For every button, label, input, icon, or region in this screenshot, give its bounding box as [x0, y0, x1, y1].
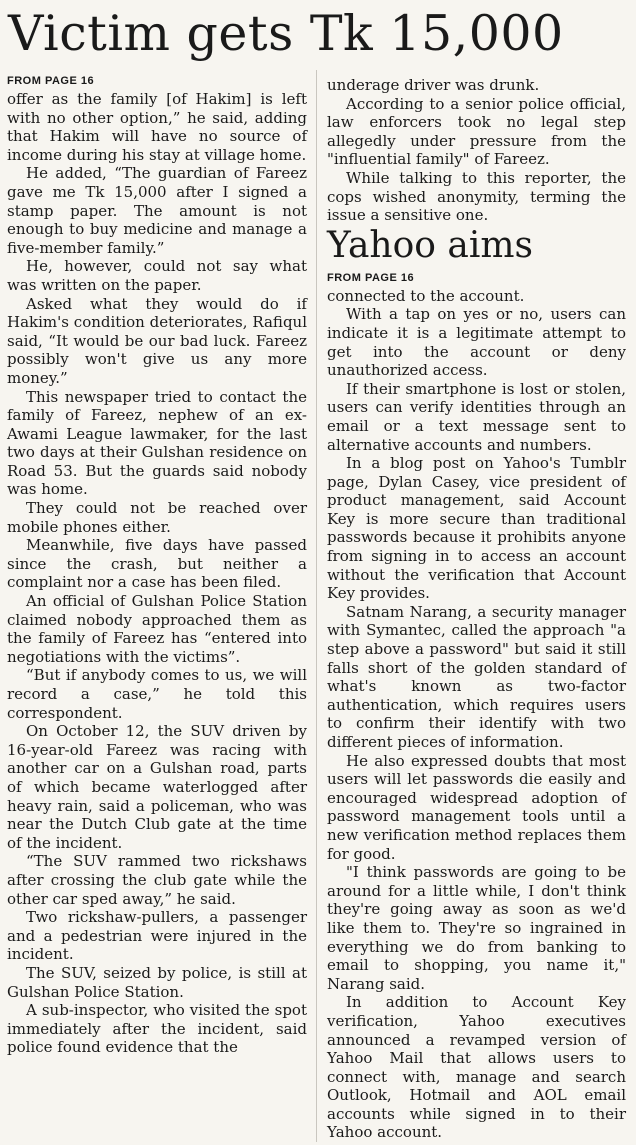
kicker-from-page: FROM PAGE 16 [7, 75, 95, 87]
paragraph: The SUV, seized by police, is still at Gulshan Police Station. [7, 963, 307, 1001]
column-right [327, 76, 626, 1142]
paragraph: A sub-inspector, who visited the spot immediately after the incident, said police found evidence that the [7, 1001, 307, 1057]
paragraph: On October 12, the SUV driven by 16-year-old Fareez was racing with another car on a Gulshan road, parts of which became waterlogged after heavy rain, said a policeman, who was near the Dutch Club gate at the time of the incident. [7, 722, 307, 852]
paragraph: He added, “The guardian of Fareez gave me Tk 15,000 after I signed a stamp paper. The amount is not enough to buy medicine and manage a five-member family.” [7, 164, 307, 257]
paragraph: “The SUV rammed two rickshaws after crossing the club gate while the other car sped away,” he said. [7, 852, 307, 908]
paragraph: offer as the family [of Hakim] is left with no other option,” he said, adding that Hakim will have no source of income during his stay at village home. [7, 90, 307, 164]
paragraph: connected to the account. [327, 286, 525, 305]
kicker-from-page: FROM PAGE 16 [327, 271, 415, 284]
paragraph: He, however, could not say what was written on the paper. [7, 257, 307, 294]
paragraph: While talking to this reporter, the cops wished anonymity, terming the issue a sensitive one. [327, 168, 626, 225]
paragraph: If their smartphone is lost or stolen, users can verify identities through an email or a text message sent to alternative accounts and numbers. [327, 379, 626, 454]
paragraph: "I think passwords are going to be around for a little while, I don't think they're going away as soon as we'd like them to. They're so ingrained in everything we do from banking to email to shopping, you name it," Narang said. [327, 863, 626, 993]
paragraph: In a blog post on Yahoo's Tumblr page, Dylan Casey, vice president of product management, said Account Key is more secure than traditional passwords because it prohibits anyone from signing in to access an account without the verification that Account Key provides. [327, 454, 626, 603]
paragraph: He also expressed doubts that most users will let passwords die easily and encouraged widespread adoption of password management tools until a new verification method replaces them for good. [327, 751, 626, 863]
paragraph: Two rickshaw-pullers, a passenger and a pedestrian were injured in the incident. [7, 908, 307, 964]
paragraph: According to a senior police official, law enforcers took no legal step allegedly under pressure from the "influential family" of Fareez. [327, 94, 626, 169]
paragraph: Meanwhile, five days have passed since the crash, but neither a complaint nor a case has been filed. [7, 536, 307, 592]
paragraph: In addition to Account Key verification, Yahoo executives announced a revamped version of Yahoo Mail that allows users to connect with, manage and search Outlook, Hotmail and AOL email accounts while signed in to their Yahoo account. [327, 993, 626, 1142]
paragraph: An official of Gulshan Police Station claimed nobody approached them as the family of Fareez has “entered into negotiations with the victims”. [7, 592, 307, 666]
paragraph: They could not be reached over mobile phones either. [7, 499, 307, 536]
headline-victim: Victim gets Tk 15,000 [8, 5, 564, 62]
paragraph: underage driver was drunk. [327, 76, 540, 94]
headline-yahoo: Yahoo aims [327, 224, 533, 266]
paragraph: Asked what they would do if Hakim's condition deteriorates, Rafiqul said, “It would be our bad luck. Fareez possibly won't give us any more money.” [7, 294, 307, 387]
paragraph: With a tap on yes or no, users can indicate it is a legitimate attempt to get into the account or deny unauthorized access. [327, 305, 626, 380]
paragraph: “But if anybody comes to us, we will record a case,” he told this correspondent. [7, 666, 307, 722]
paragraph: This newspaper tried to contact the family of Fareez, nephew of an ex-Awami League lawmaker, for the last two days at their Gulshan residence on Road 53. But the guards said nobody was home. [7, 387, 307, 499]
column-divider [316, 70, 317, 1142]
paragraph: Satnam Narang, a security manager with Symantec, called the approach "a step above a password" but said it still falls short of the golden standard of what's known as two-factor authentication, which requires users to confirm their identify with two different pieces of information. [327, 602, 626, 751]
column-left [7, 74, 307, 1057]
